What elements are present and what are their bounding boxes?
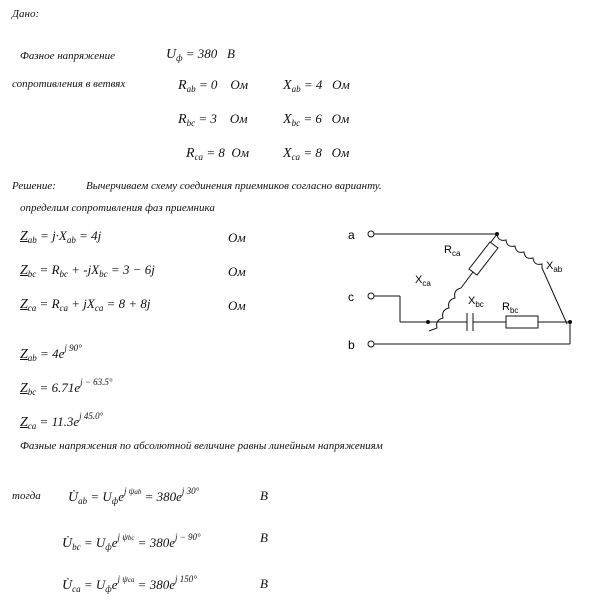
zab-unit: Ом <box>228 230 246 245</box>
zab-eq: $Z_{ab} = j\cdot X_{ab} = 4j$ <box>20 228 102 245</box>
xca-given: $X_{ca} = 8$ Ом <box>283 145 350 162</box>
node-top <box>495 232 499 236</box>
zbc-unit: Ом <box>228 264 246 279</box>
uab-unit: В <box>260 488 268 503</box>
solution-heading: Решение: <box>12 180 56 192</box>
given-heading: Дано: <box>12 8 40 20</box>
xca-inductor <box>429 288 461 331</box>
phase-equal-text: Фазные напряжения по абсолютной величине равны линейным напряжениям <box>20 440 383 452</box>
xab-given: $X_{ab} = 4$ Ом <box>283 77 350 94</box>
phase-voltage-label: Фазное напряжение <box>20 50 115 62</box>
label-xbc: $X_{bc}$ <box>468 295 484 309</box>
rbc-resistor <box>506 316 538 328</box>
then-label: тогда <box>12 490 41 502</box>
label-a: a <box>348 228 355 242</box>
node-right <box>568 320 572 324</box>
zca-unit: Ом <box>228 298 246 313</box>
terminal-a <box>368 231 374 237</box>
draw-text: Вычерчиваем схему соединения приемников согласно варианту. <box>86 180 382 192</box>
label-rbc: $R_{bc}$ <box>502 301 519 315</box>
circuit-diagram <box>340 220 590 365</box>
rca-given: $R_{ca} = 8$ Ом <box>186 145 250 162</box>
zbc-exp: $Z_{bc} = 6.71e^{j - 63.5^\circ}$ <box>20 377 113 397</box>
node-left <box>426 320 430 324</box>
terminal-b <box>368 341 374 347</box>
label-c: c <box>348 290 354 304</box>
uab-eq: $U̇_{ab} = U_фe^{j \psi ab} = 380e^{j 30^\circ}$ <box>68 486 200 506</box>
terminal-c <box>368 293 374 299</box>
ubc-unit: В <box>260 530 268 545</box>
rbc-given: $R_{bc} = 3$ Ом <box>178 111 248 128</box>
zab-exp: $Z_{ab} = 4e^{j 90^\circ}$ <box>20 343 82 363</box>
label-xab: $X_{ab}$ <box>546 260 563 274</box>
zca-eq: $Z_{ca} = R_{ca} + jX_{ca} = 8 + 8j$ <box>20 296 151 313</box>
determine-text: определим сопротивления фаз приемника <box>20 202 215 214</box>
branch-res-label: сопротивления в ветвях <box>12 78 126 90</box>
rab-given: $R_{ab} = 0$ Ом <box>178 77 249 94</box>
uca-unit: В <box>260 576 268 591</box>
zbc-eq: $Z_{bc} = R_{bc} + -jX_{bc} = 3 - 6j$ <box>20 262 155 279</box>
xbc-given: $X_{bc} = 6$ Ом <box>283 111 350 128</box>
label-rca: $R_{ca}$ <box>444 244 461 258</box>
uph-given: $U_ф = 380$ В <box>166 46 235 63</box>
uca-eq: $U̇_{ca} = U_фe^{j \psi ca} = 380e^{j 150^\circ}$ <box>62 574 197 594</box>
rca-resistor <box>469 242 498 275</box>
label-xca: $X_{ca}$ <box>415 274 431 288</box>
label-b: b <box>348 338 355 352</box>
ubc-eq: $U̇_{bc} = U_фe^{j \psi bc} = 380e^{j - 90^\circ}$ <box>62 532 201 552</box>
zca-exp: $Z_{ca} = 11.3e^{j 45.0^\circ}$ <box>20 411 104 431</box>
